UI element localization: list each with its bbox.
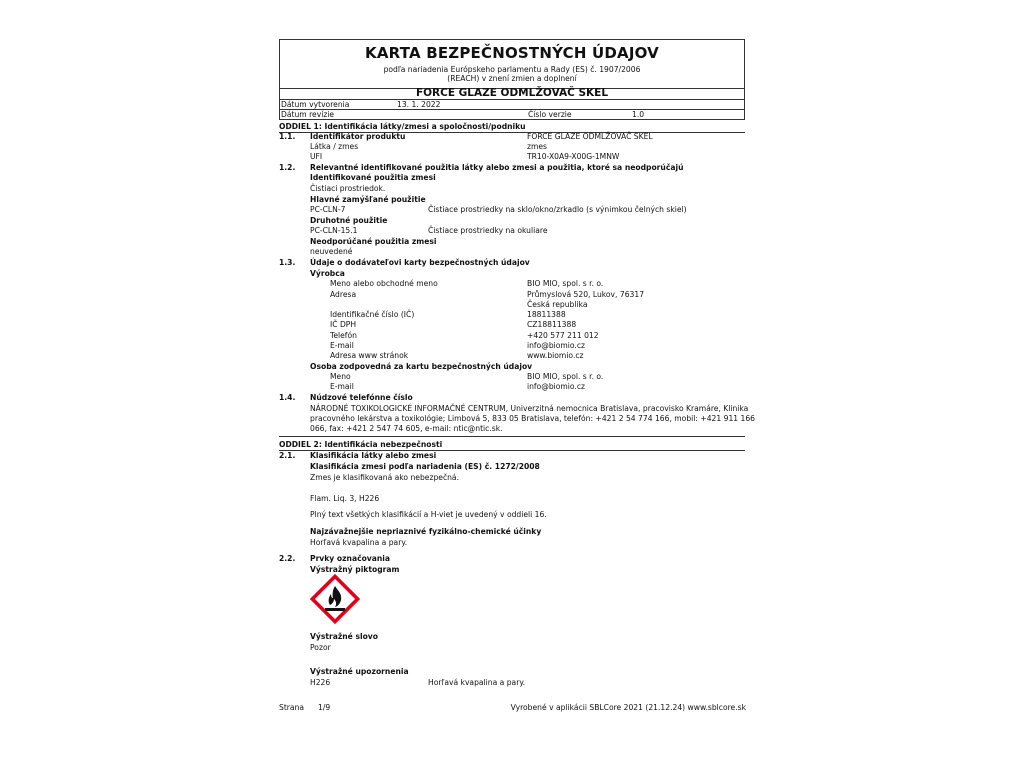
s21-text-3: Plný text všetkých klasifikácií a H-viet je uvedený v oddieli 16. [310,510,547,519]
section-divider [279,436,745,437]
s21-text-2: Flam. Liq. 3, H226 [310,494,380,503]
s22-hazard-text: Horľavá kvapalina a pary. [428,678,526,687]
footer-page-number: 1/9 [318,703,331,712]
s12-not-recommended-value: neuvedené [310,247,353,256]
footer-page-label: Strana [279,703,305,712]
responsible-label: Meno [330,372,351,381]
date-created-value: 13. 1. 2022 [397,100,441,109]
s14-line-3: 066, fax: +421 2 547 74 605, e-mail: ntic@ntic.sk. [310,424,503,433]
document-title: KARTA BEZPEČNOSTNÝCH ÚDAJOV [365,44,659,62]
s22-signal-title: Výstražné slovo [310,632,378,641]
supplier-value: info@biomio.cz [527,341,586,350]
date-revision-label: Dátum revízie [281,110,335,119]
responsible-value: BIO MIO, spol. s r. o. [527,372,604,381]
s14-title: Núdzové telefónne číslo [310,393,413,402]
s14-line-2: pracovného lekárstva a toxikológie; Limbová 5, 833 05 Bratislava, telefón: +421 2 54 774 166, mobil: +421 911 166 [310,414,756,423]
s22-signal-value: Pozor [310,643,331,652]
supplier-label: Telefón [330,331,357,340]
responsible-label: E-mail [330,382,354,391]
s21-text-1: Zmes je klasifikovaná ako nebezpečná. [310,473,459,482]
s12-identified-value: Čistiaci prostriedok. [310,184,386,193]
s12-secondary-desc: Čistiace prostriedky na okuliare [428,226,548,235]
s12-main-title: Hlavné zamýšľané použitie [310,195,426,204]
supplier-value: 18811388 [527,310,566,319]
supplier-label: IČ DPH [330,320,357,329]
s13-number: 1.3. [279,258,296,267]
date-revision-row [280,110,744,119]
s11-substance-label: Látka / zmes [310,142,359,151]
version-value: 1.0 [632,110,645,119]
supplier-value: Česká republika [527,300,588,309]
s22-title: Prvky označovania [310,554,390,563]
section-2-heading: ODDIEL 2: Identifikácia nebezpečnosti [279,440,745,451]
s12-secondary-title: Druhotné použitie [310,216,388,225]
s11-title: Identifikátor produktu [310,132,406,141]
s12-number: 1.2. [279,163,296,172]
s14-number: 1.4. [279,393,296,402]
document-header [279,39,745,120]
section-1-heading: ODDIEL 1: Identifikácia látky/zmesi a spoločnosti/podniku [279,122,745,133]
supplier-label: Adresa www stránok [330,351,409,360]
s11-ufi-label: UFI [310,152,323,161]
s12-secondary-code: PC-CLN-15.1 [310,226,358,235]
date-created-row [280,100,744,110]
s22-pictogram-title: Výstražný piktogram [310,565,400,574]
product-name-banner: FORCE GLAZE ODMLŽOVAČ SKEL [279,87,745,100]
s12-not-recommended-title: Neodporúčané použitia zmesi [310,237,437,246]
supplier-label: Meno alebo obchodné meno [330,279,438,288]
s21-title: Klasifikácia látky alebo zmesi [310,451,437,460]
regulation-line-2: (REACH) v znení zmien a doplnení [447,74,577,83]
footer-produced-by: Vyrobené v aplikácii SBLCore 2021 (21.12.24) www.sblcore.sk [510,703,746,712]
s11-substance-value: zmes [527,142,548,151]
s11-number: 1.1. [279,132,296,141]
supplier-value: Průmyslová 520, Lukov, 76317 [527,290,645,299]
s12-main-desc: Čistiace prostriedky na sklo/okno/zrkadlo (s výnimkou čelných skiel) [428,205,687,214]
s11-product-value: FORCE GLAZE ODMLŽOVAČ SKEL [527,132,653,141]
s22-number: 2.2. [279,554,296,563]
supplier-label: E-mail [330,341,354,350]
s22-hazard-code: H226 [310,678,331,687]
supplier-label: Adresa [330,290,357,299]
date-created-label: Dátum vytvorenia [281,100,350,109]
s14-line-1: NÁRODNÉ TOXIKOLOGICKÉ INFORMAČNÉ CENTRUM, Univerzitná nemocnica Bratislava, pracovisko Kramáre, Klinika [310,404,749,413]
supplier-value: +420 577 211 012 [527,331,599,340]
s13-title: Údaje o dodávateľovi karty bezpečnostných údajov [310,258,530,267]
supplier-value: CZ18811388 [527,320,577,329]
supplier-label: Identifikačné číslo (IČ) [330,310,415,319]
supplier-value: www.biomio.cz [527,351,584,360]
flame-ghs02-icon [309,573,361,625]
regulation-line-1: podľa nariadenia Európskeho parlamentu a Rady (ES) č. 1907/2006 [383,65,641,74]
s21-subtitle: Klasifikácia zmesi podľa nariadenia (ES) č. 1272/2008 [310,462,540,471]
s11-ufi-value: TR10-X0A9-X00G-1MNW [527,152,620,161]
version-label: Číslo verzie [528,110,572,119]
date-table [279,100,745,120]
s21-effects-title: Najzávažnejšie nepriaznivé fyzikálno-chemické účinky [310,527,542,536]
s13-manufacturer-title: Výrobca [310,269,345,278]
s21-effects-value: Horľavá kvapalina a pary. [310,538,408,547]
s13-responsible-title: Osoba zodpovedná za kartu bezpečnostných údajov [310,362,533,371]
supplier-value: BIO MIO, spol. s r. o. [527,279,604,288]
s12-main-code: PC-CLN-7 [310,205,346,214]
s12-identified-title: Identifikované použitia zmesi [310,173,436,182]
s21-number: 2.1. [279,451,296,460]
s22-hazard-title: Výstražné upozornenia [310,667,409,676]
responsible-value: info@biomio.cz [527,382,586,391]
s12-title: Relevantné identifikované použitia látky alebo zmesi a použitia, ktoré sa neodporúčajú [310,163,684,172]
